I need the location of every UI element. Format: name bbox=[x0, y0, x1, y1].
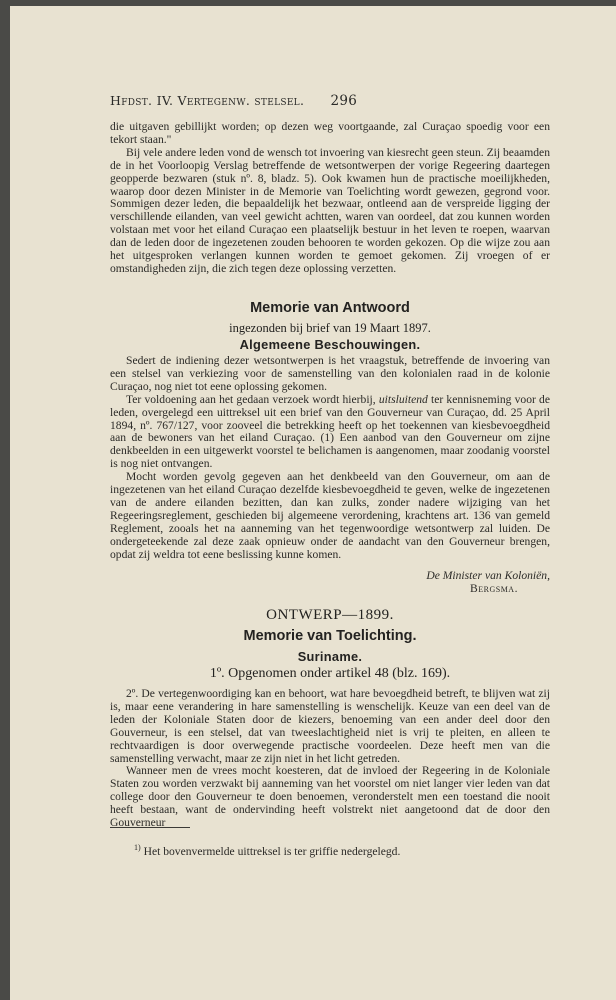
signature bbox=[110, 569, 550, 595]
section-label: Vertegenw. stelsel. bbox=[177, 93, 305, 108]
chapter-label: Hfdst. IV. bbox=[110, 93, 174, 108]
paragraph: Bij vele andere leden vond de wensch tot invoering van kiesrecht geen steun. Zij beaamden de in het Voorloopig Verslag betreffende de wetsontwerpen der vorige Regeering daartegen geopperde bezwaren (stuk nº. 8, bladz. 5). Ook kwamen hun de practische moeilijkheden, waarop door dezen Minister in de Memorie van Toelichting wordt gewezen, gegrond voor. Sommigen dezer leden, die bepaaldelijk het bezwaar, ontleend aan de verspreide ligging der verschillende eilanden, van veel gewicht achtten, waren van oordeel, dat zou kunnen worden volstaan met voor het eiland Curaçao een plaatselijk bestuur in het leven te roepen, waarvan dan de leden door de ingezetenen zouden behooren te worden gekozen. Op die wijze zou aan het uitgesproken verlangen kunnen worden te gemoet gekomen. Zij vroegen of er omstandigheden zijn, die zich tegen deze oplossing verzetten. bbox=[110, 145, 550, 275]
signature-name: Bergsma. bbox=[470, 582, 518, 595]
footnote-rule bbox=[110, 827, 190, 828]
running-head bbox=[110, 93, 550, 109]
paragraph: 2º. De vertegenwoordiging kan en behoort, wat hare bevoegdheid betreft, te blijven wat zij is, maar eene verandering in hare samenstelling is wenschelijk. Keuze van een deel van de leden der Koloniale Staten door de kiezers, benoeming van een ander deel door den Gouverneur, is een stelsel, dat van tweeslachtigheid niet is vrij te pleiten, en alleen te rechtvaardigen is door overwegende practische voordeelen. Deze heeft men van die samenstelling verwacht, maar ze zijn niet in het licht getreden. bbox=[110, 687, 550, 765]
toelichting-title: Memorie van Toelichting. bbox=[243, 628, 417, 644]
paragraph-italic-ref: Ter voldoening aan het gedaan verzoek wordt hierbij, uitsluitend ter kennisneming voor de leden, overgelegd een uittreksel uit een brief van den Gouverneur van Curaçao, dd. 25 April 1894, nº. 767/127, voor zooveel die betrekking heeft op het toekennen van kiesbevoegdheid aan de bewoners van het eiland Curaçao. (1) Een aanbod van den Gouverneur om zijne denkbeelden in een uitgewerkt voorstel te belichamen is aangenomen, maar zoodanig voorstel is nog niet ontvangen. bbox=[110, 392, 550, 471]
item-one: 1º. Opgenomen onder artikel 48 (blz. 169). bbox=[209, 666, 451, 681]
top-text-block bbox=[110, 121, 550, 276]
paragraph: Sedert de indiening dezer wetsontwerpen is het vraagstuk, betreffende de invoering van een stelsel van verkiezing voor de samenstelling van den kolonialen raad in de kolonie Curaçao, nog niet tot eene oplossing gekomen. bbox=[110, 354, 550, 393]
antwoord-text-block bbox=[110, 355, 550, 562]
footnote bbox=[134, 845, 554, 858]
antwoord-title: Memorie van Antwoord bbox=[250, 300, 410, 316]
ontwerp-heading: ONTWERP—1899. bbox=[266, 607, 394, 623]
paragraph: Mocht worden gevolg gegeven aan het denkbeeld van den Gouverneur, om aan de ingezetenen van het eiland Curaçao dezelfde kiesbevoegdheid te geven, welke de ingezetenen van de andere eilanden bezitten, dan kan zulks, zonder nadere wijziging van het Regeeringsreglement, geschieden bij algemeene verordening, krachtens art. 136 van gemeld Reglement, zooals het na aanneming van het tegenwoordige wetsontwerp zal luiden. De ondergeteekende zal deze zaak opnieuw onder de aandacht van den Gouverneur brengen, opdat zij weldra tot eene beslissing kunne komen. bbox=[110, 470, 550, 561]
paragraph: die uitgaven gebillijkt worden; op dezen weg voortgaande, zal Curaçao spoedig voor een tekort staan." bbox=[110, 120, 550, 146]
paragraph: Wanneer men de vrees mocht koesteren, dat de invloed der Regeering in de Koloniale Staten zou worden verzwakt bij aanneming van het voorstel om niet langer vier leden van dat college door den Gouverneur te doen benoemen, veronderstelt men een toestand die nooit heeft bestaan, want de ondervinding heeft volstrekt niet aangetoond dat de door den Gouverneur bbox=[110, 764, 550, 830]
section-heading: Algemeene Beschouwingen. bbox=[239, 337, 421, 352]
page-number: 296 bbox=[330, 93, 358, 109]
signature-title: De Minister van Koloniën, bbox=[426, 569, 550, 582]
suriname-heading: Suriname. bbox=[297, 649, 363, 664]
footnote-text: Het bovenvermelde uittreksel is ter griffie nedergelegd. bbox=[143, 845, 401, 858]
footnote-mark: 1) bbox=[134, 843, 141, 853]
ontwerp-text-block bbox=[110, 688, 550, 830]
antwoord-subtitle: ingezonden bij brief van 19 Maart 1897. bbox=[229, 321, 431, 335]
